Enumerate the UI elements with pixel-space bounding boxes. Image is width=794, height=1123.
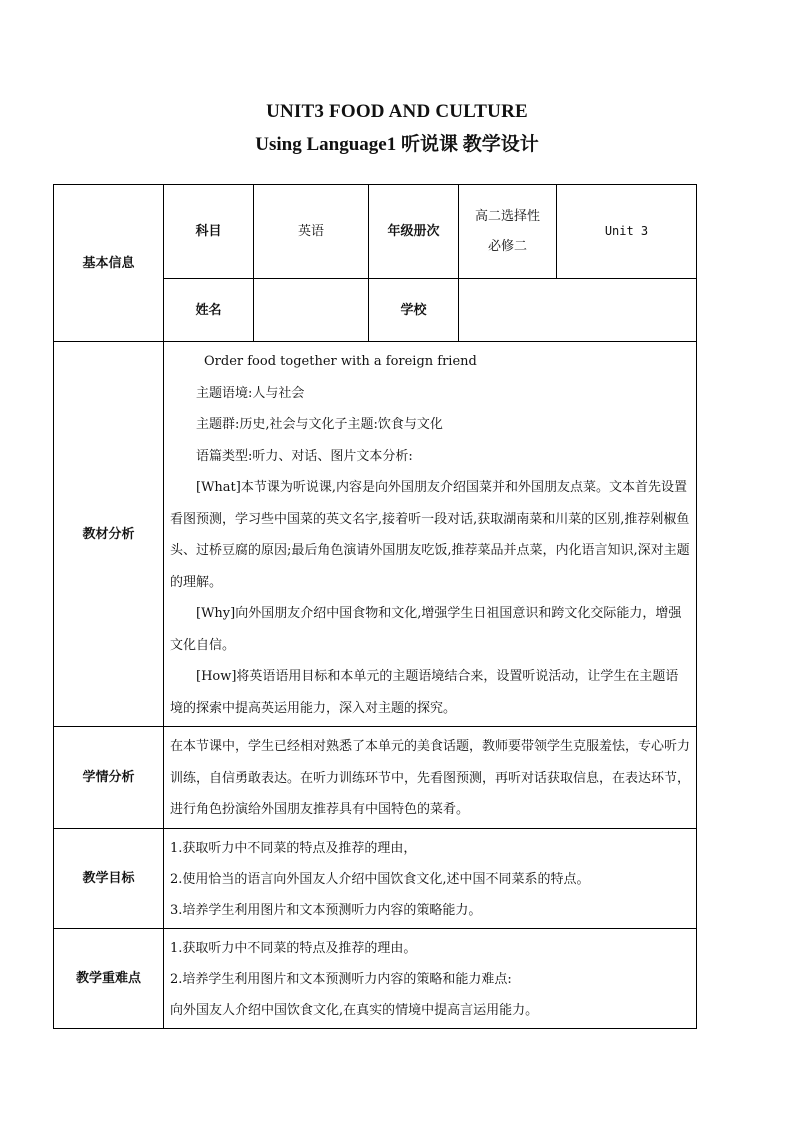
key-points-content [164,928,697,1028]
doc-title: UNIT3 FOOD AND CULTURE [266,101,528,122]
material-line-theme: 主题群:历史,社会与文化子主题:饮食与文化 [196,417,443,432]
material-paragraph-what: [What]本节课为听说课,内容是向外国朋友介绍国菜并和外国朋友点菜。文本首先设置看图预测，学习些中国菜的英文名字,接着听一段对话,获取湖南菜和川菜的区别,推荐剁椒鱼头、过桥豆腐的原因;最后角色演请外国朋友吃饭,推荐菜品并点菜，内化语言知识,深对主题的理解。 [170,480,690,590]
goal-item: 1.获取听力中不同菜的特点及推荐的理由， [170,840,417,856]
material-paragraph-how: [How]将英语语用目标和本单元的主题语境结合来，设置听说活动，让学生在主题语境的探索中提高英运用能力，深入对主题的探究。 [170,669,679,716]
school-label: 学校 [369,279,459,342]
grade-value-line1: 高二选择性 [474,208,540,224]
doc-subtitle: Using Language1 听说课 教学设计 [255,134,539,155]
basic-info-label: 基本信息 [54,185,164,342]
key-point-item: 1.获取听力中不同菜的特点及推荐的理由。 [170,940,417,956]
grade-value [459,185,557,279]
key-point-item: 向外国友人介绍中国饮食文化,在真实的情境中提高言运用能力。 [170,1002,539,1018]
material-paragraph-why: [Why]向外国朋友介绍中国食物和文化,增强学生日祖国意识和跨文化交际能力，增强文化自信。 [170,606,682,653]
grade-value-line2: 必修二 [487,238,527,254]
goal-item: 2.使用恰当的语言向外国友人介绍中国饮食文化,述中国不同菜系的特点。 [170,871,590,887]
material-line-genre: 语篇类型:听力、对话、图片文本分析: [196,448,413,464]
material-line-context: 主题语境:人与社会 [196,385,305,401]
goal-item: 3.培养学生利用图片和文本预测听力内容的策略能力。 [170,902,482,918]
key-point-item: 2.培养学生利用图片和文本预测听力内容的策略和能力难点: [170,971,512,987]
name-value [254,279,369,342]
learner-analysis-content [164,727,697,829]
subject-value: 英语 [254,185,369,279]
lesson-plan-table [53,184,697,1029]
grade-label: 年级册次 [369,185,459,279]
unit-value: Unit 3 [557,185,697,279]
teaching-goals-content [164,828,697,928]
subject-label: 科目 [164,185,254,279]
key-points-label: 教学重难点 [54,928,164,1028]
learner-analysis-text: 在本节课中，学生已经相对熟悉了本单元的美食话题，教师要带领学生克服羞怯，专心听力训练，自信勇敢表达。在听力训练环节中，先看图预测，再听对话获取信息，在表达环节，进行角色扮演给外国朋友推荐具有中国特色的菜肴。 [170,739,691,817]
material-line-topic: Order food together with a foreign friend [204,354,477,369]
school-value [459,279,697,342]
name-label: 姓名 [164,279,254,342]
material-analysis-label: 教材分析 [54,342,164,727]
teaching-goals-label: 教学目标 [54,828,164,928]
material-analysis-content [164,342,697,727]
learner-analysis-label: 学情分析 [54,727,164,829]
